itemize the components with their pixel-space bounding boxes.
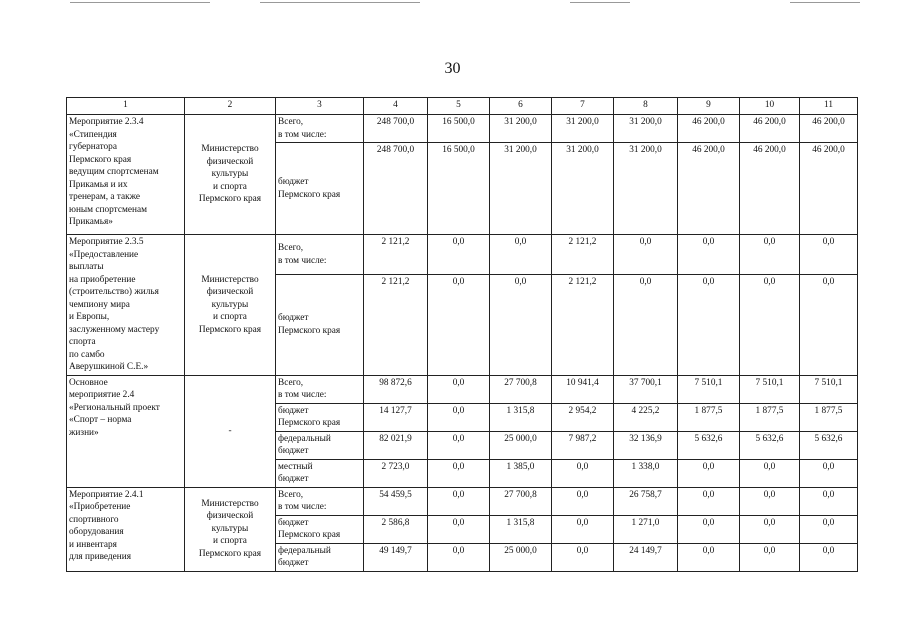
table-row [67,235,858,275]
amount-cell: 0,0 [428,543,490,571]
funding-source-cell: Всего, в том числе: [276,235,364,275]
scan-edge-line [70,2,210,3]
col-header: 2 [185,98,276,115]
executor-cell: - [185,375,276,487]
amount-cell: 1 877,5 [678,403,740,431]
funding-source-cell: Всего, в том числе: [276,115,364,143]
amount-cell: 0,0 [800,487,858,515]
amount-cell: 0,0 [428,431,490,459]
amount-cell: 5 632,6 [740,431,800,459]
amount-cell: 0,0 [740,275,800,375]
amount-cell: 54 459,5 [364,487,428,515]
funding-source-cell: бюджет Пермского края [276,515,364,543]
amount-cell: 0,0 [428,459,490,487]
amount-cell: 4 225,2 [614,403,678,431]
amount-cell: 0,0 [740,235,800,275]
funding-source-cell: Всего, в том числе: [276,487,364,515]
amount-cell: 1 877,5 [740,403,800,431]
col-header: 7 [552,98,614,115]
scan-edge-line [570,2,630,3]
table-row [67,487,858,515]
amount-cell: 0,0 [678,487,740,515]
amount-cell: 0,0 [428,515,490,543]
amount-cell: 14 127,7 [364,403,428,431]
amount-cell: 31 200,0 [614,115,678,143]
amount-cell: 46 200,0 [800,115,858,143]
funding-source-cell: Всего, в том числе: [276,375,364,403]
funding-source-cell: федеральный бюджет [276,543,364,571]
amount-cell: 0,0 [800,515,858,543]
executor-cell: Министерство физической культуры и спорта Пермского края [185,235,276,376]
amount-cell: 37 700,1 [614,375,678,403]
amount-cell: 31 200,0 [552,115,614,143]
funding-source-cell: местный бюджет [276,459,364,487]
amount-cell: 46 200,0 [740,143,800,235]
amount-cell: 16 500,0 [428,143,490,235]
amount-cell: 7 510,1 [740,375,800,403]
amount-cell: 0,0 [614,235,678,275]
table-row [67,375,858,403]
amount-cell: 0,0 [614,275,678,375]
amount-cell: 0,0 [678,515,740,543]
amount-cell: 0,0 [800,543,858,571]
amount-cell: 1 338,0 [614,459,678,487]
amount-cell: 0,0 [678,543,740,571]
col-header: 8 [614,98,678,115]
budget-table [66,97,858,572]
amount-cell: 49 149,7 [364,543,428,571]
amount-cell: 2 723,0 [364,459,428,487]
amount-cell: 31 200,0 [552,143,614,235]
col-header: 4 [364,98,428,115]
amount-cell: 0,0 [800,275,858,375]
amount-cell: 1 315,8 [490,403,552,431]
amount-cell: 26 758,7 [614,487,678,515]
amount-cell: 1 315,8 [490,515,552,543]
amount-cell: 46 200,0 [800,143,858,235]
amount-cell: 0,0 [800,459,858,487]
amount-cell: 7 987,2 [552,431,614,459]
amount-cell: 248 700,0 [364,143,428,235]
amount-cell: 1 385,0 [490,459,552,487]
amount-cell: 31 200,0 [490,143,552,235]
amount-cell: 27 700,8 [490,375,552,403]
amount-cell: 0,0 [740,543,800,571]
amount-cell: 1 877,5 [800,403,858,431]
amount-cell: 46 200,0 [678,143,740,235]
amount-cell: 25 000,0 [490,431,552,459]
amount-cell: 2 121,2 [364,235,428,275]
amount-cell: 2 121,2 [364,275,428,375]
amount-cell: 0,0 [678,235,740,275]
amount-cell: 1 271,0 [614,515,678,543]
amount-cell: 27 700,8 [490,487,552,515]
col-header: 5 [428,98,490,115]
amount-cell: 5 632,6 [800,431,858,459]
scan-edge-line [790,2,860,3]
amount-cell: 2 121,2 [552,275,614,375]
amount-cell: 0,0 [800,235,858,275]
amount-cell: 32 136,9 [614,431,678,459]
amount-cell: 10 941,4 [552,375,614,403]
amount-cell: 0,0 [678,459,740,487]
amount-cell: 98 872,6 [364,375,428,403]
amount-cell: 0,0 [678,275,740,375]
amount-cell: 0,0 [490,235,552,275]
amount-cell: 0,0 [552,459,614,487]
amount-cell: 2 586,8 [364,515,428,543]
amount-cell: 0,0 [428,275,490,375]
amount-cell: 0,0 [552,515,614,543]
funding-source-cell: бюджет Пермского края [276,143,364,235]
measure-name-cell: Мероприятие 2.3.5 «Предоставление выплаты на приобретение (строительство) жилья чемпиону мира и Европы, заслуженному мастеру спорта по самбо Аверушкиной С.Е.» [67,235,185,376]
executor-cell: Министерство физической культуры и спорта Пермского края [185,487,276,571]
col-header: 1 [67,98,185,115]
amount-cell: 82 021,9 [364,431,428,459]
amount-cell: 7 510,1 [678,375,740,403]
amount-cell: 7 510,1 [800,375,858,403]
funding-source-cell: бюджет Пермского края [276,275,364,375]
measure-name-cell: Мероприятие 2.4.1 «Приобретение спортивного оборудования и инвентаря для приведения [67,487,185,571]
amount-cell: 5 632,6 [678,431,740,459]
amount-cell: 2 954,2 [552,403,614,431]
amount-cell: 0,0 [428,487,490,515]
col-header: 10 [740,98,800,115]
measure-name-cell: Мероприятие 2.3.4 «Стипендия губернатора Пермского края ведущим спортсменам Прикамья и их тренерам, а также юным спортсменам Прикамья» [67,115,185,235]
amount-cell: 31 200,0 [614,143,678,235]
amount-cell: 46 200,0 [678,115,740,143]
amount-cell: 46 200,0 [740,115,800,143]
page-number: 30 [444,60,461,77]
col-header: 9 [678,98,740,115]
amount-cell: 0,0 [740,459,800,487]
amount-cell: 0,0 [740,515,800,543]
amount-cell: 0,0 [428,235,490,275]
amount-cell: 0,0 [740,487,800,515]
amount-cell: 248 700,0 [364,115,428,143]
amount-cell: 16 500,0 [428,115,490,143]
col-header: 11 [800,98,858,115]
funding-source-cell: федеральный бюджет [276,431,364,459]
amount-cell: 0,0 [552,487,614,515]
amount-cell: 2 121,2 [552,235,614,275]
funding-source-cell: бюджет Пермского края [276,403,364,431]
executor-cell: Министерство физической культуры и спорта Пермского края [185,115,276,235]
col-header: 3 [276,98,364,115]
amount-cell: 24 149,7 [614,543,678,571]
amount-cell: 0,0 [428,403,490,431]
col-header: 6 [490,98,552,115]
amount-cell: 0,0 [490,275,552,375]
amount-cell: 0,0 [428,375,490,403]
table-row [67,115,858,143]
scan-edge-line [260,2,420,3]
header-row [67,98,858,115]
amount-cell: 25 000,0 [490,543,552,571]
amount-cell: 31 200,0 [490,115,552,143]
amount-cell: 0,0 [552,543,614,571]
measure-name-cell: Основное мероприятие 2.4 «Региональный проект «Спорт – норма жизни» [67,375,185,487]
